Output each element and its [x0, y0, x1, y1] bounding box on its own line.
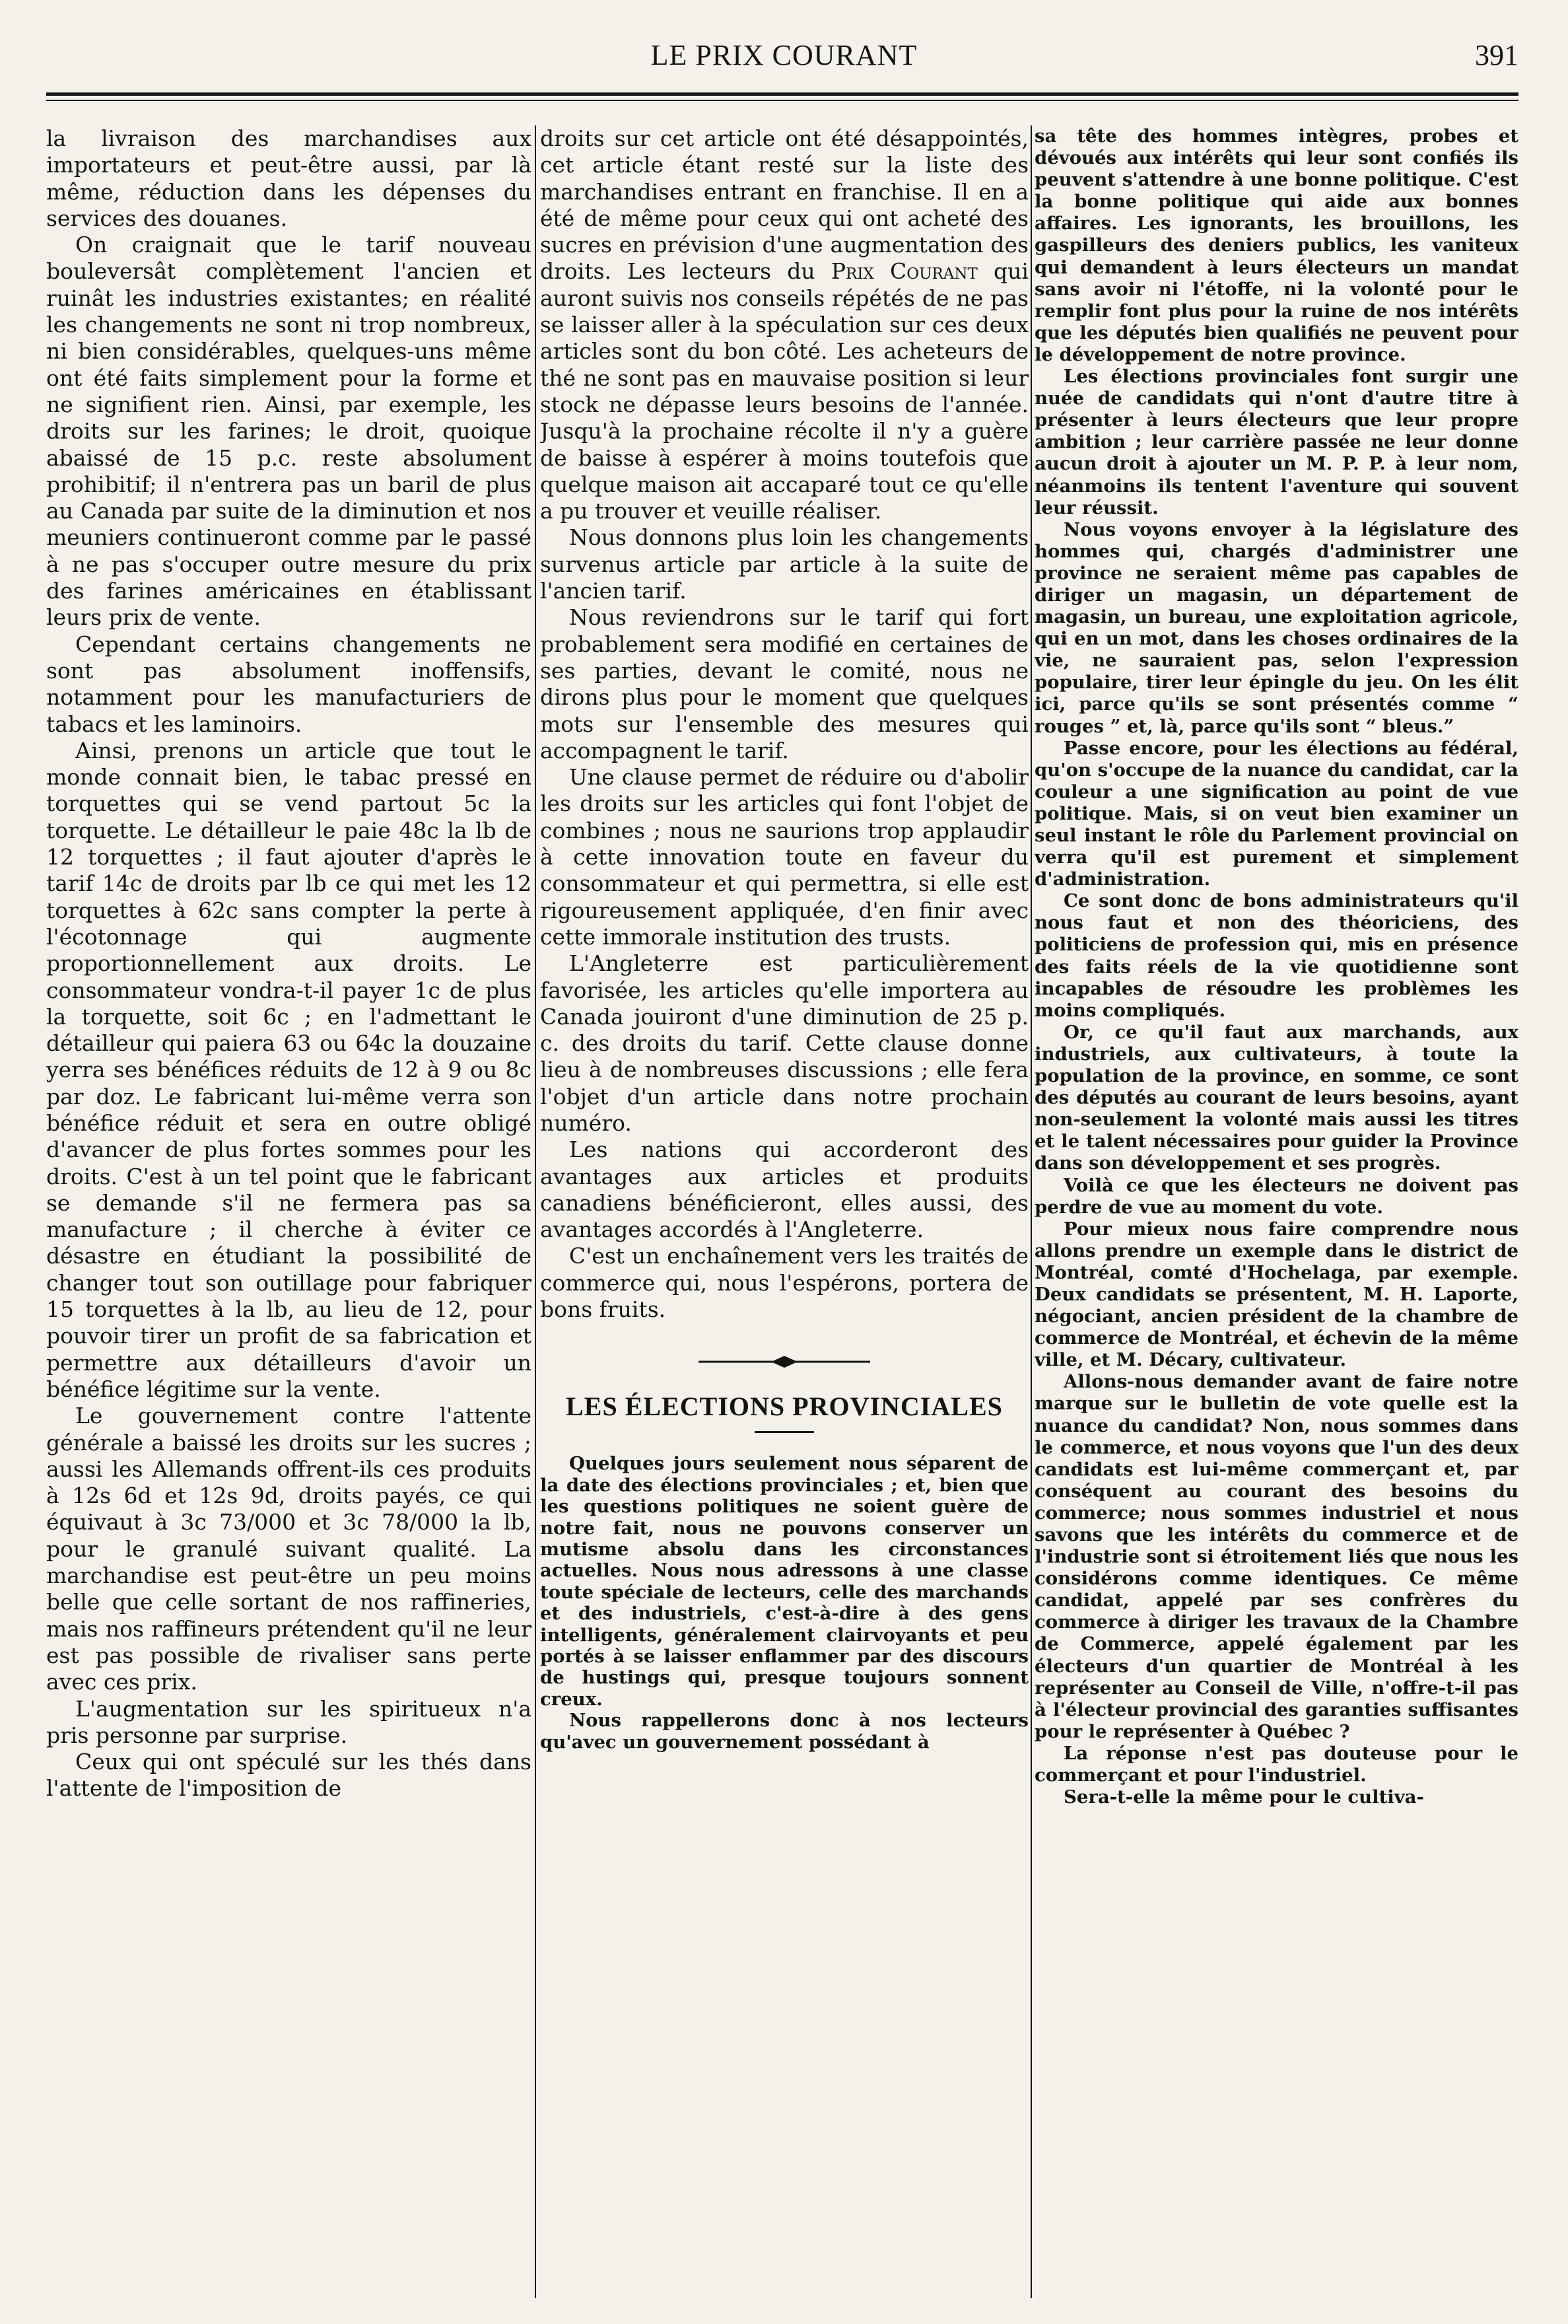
column-divider-2: [1031, 125, 1032, 2298]
page-header: [0, 0, 1568, 86]
paragraph: la livraison des marchandises aux importateurs et peut-être aussi, par là même, réduction dans les dépenses du services des douanes.: [46, 125, 531, 231]
paragraph: Cependant certains changements ne sont pas absolument inoffensifs, notamment pour les manufacturiers de tabacs et les laminoirs.: [46, 631, 531, 737]
paragraph: Les nations qui accorderont des avantages aux articles et produits canadiens bénéficieront, elles aussi, des avantages accordés à l'Angleterre.: [540, 1137, 1029, 1243]
paragraph: Ainsi, prenons un article que tout le monde connait bien, le tabac pressé en torquettes qui se vend partout 5c la torquette. Le détailleur le paie 48c la lb de 12 torquettes ; il faut ajouter d'après le tarif 14c de droits par lb ce qui met les 12 torquettes à 62c sans compter la perte à l'écotonnage qui augmente proportionnellement aux droits. Le consommateur vondra-t-il payer 1c de plus la torquette, soit 6c ; en l'admettant le détailleur qui paiera 63 ou 64c la douzaine yerra ses bénéfices réduits de 12 à 9 ou 8c par doz. Le fabricant lui-même verra son bénéfice réduit et sera en outre obligé d'avancer de plus fortes sommes pour les droits. C'est à un tel point que le fabricant se demande s'il ne fermera pas sa manufacture ; il cherche à éviter ce désastre en étudiant la possibilité de changer tout son outillage pour fabriquer 15 torquettes à la lb, au lieu de 12, pour pouvoir tirer un profit de sa fabrication et permettre aux détailleurs d'avoir un bénéfice légitime sur la vente.: [46, 737, 531, 1402]
heading-rule: [755, 1431, 814, 1433]
paragraph: L'Angleterre est particulièrement favorisée, les articles qu'elle importera au Canada jouiront d'une diminution de 25 p. c. des droits du tarif. Cette clause donne lieu à de nombreuses discussions ; elle fera l'objet d'un article dans notre prochain numéro.: [540, 950, 1029, 1136]
paragraph: Le gouvernement contre l'attente générale a baissé les droits sur les sucres ; aussi les Allemands offrent-ils ces produits à 12s 6d et 12s 9d, droits payés, ce qui équivaut à 3c 73/000 et 3c 78/000 la lb, pour le granulé suivant qualité. La marchandise est peut-être un peu moins belle que celle sortant de nos raffineries, mais nos raffineurs prétendent qu'il ne leur est pas possible de rivaliser sans perte avec ces prix.: [46, 1403, 531, 1695]
column-3: [1035, 125, 1518, 2298]
paragraph: Quelques jours seulement nous séparent de la date des élections provinciales ; et, bien que les questions politiques ne soient guère de notre fait, nous ne pouvons conserver un mutisme absolu dans les circonstances actuelles. Nous nous adressons à une classe toute spéciale de lecteurs, celle des marchands et des industriels, c'est-à-dire à des gens intelligents, généralement clairvoyants et peu portés à se laisser enflammer par des discours de hustings qui, presque toujours sonnent creux.: [540, 1453, 1029, 1710]
paragraph: Une clause permet de réduire ou d'abolir les droits sur les articles qui font l'objet de combines ; nous ne saurions trop applaudir à cette innovation toute en faveur du consommateur et qui permettra, si elle est rigoureusement appliquée, d'en finir avec cette immorale institution des trusts.: [540, 764, 1029, 950]
paragraph: Ceux qui ont spéculé sur les thés dans l'attente de l'imposition de: [46, 1749, 531, 1802]
paragraph: Ce sont donc de bons administrateurs qu'il nous faut et non des théoriciens, des politiciens de profession qui, mis en présence des faits réels de la vie quotidienne sont incapables de résoudre les problèmes les moins compliqués.: [1035, 890, 1518, 1021]
paragraph: Allons-nous demander avant de faire notre marque sur le bulletin de vote quelle est la nuance du candidat? Non, nous sommes dans le commerce, et nous voyons que l'un des deux candidats est lui-même commerçant et, par conséquent au courant des besoins du commerce; nous sommes industriel et nous savons que les intérêts du commerce et de l'industrie sont si étroitement liés que nous les considérons comme identiques. Ce même candidat, appelé par ses confrères du commerce à diriger les travaux de la Chambre de Commerce, appelé également par les électeurs d'un quartier de Montréal à les représenter au Conseil de Ville, n'offre-t-il pas à l'électeur provincial des garanties suffisantes pour le représenter à Québec ?: [1035, 1371, 1518, 1742]
paragraph: Nous rappellerons donc à nos lecteurs qu'avec un gouvernement possédant à: [540, 1710, 1029, 1753]
paragraph: Sera-t-elle la même pour le cultiva-: [1064, 1786, 1424, 1808]
paragraph: C'est un enchaînement vers les traités de commerce qui, nous l'espérons, portera de bons fruits.: [540, 1243, 1029, 1323]
paragraph: sa tête des hommes intègres, probes et dévoués aux intérêts qui leur sont confiés ils peuvent s'attendre à une bonne politique. C'est la bonne politique qui aide aux bonnes affaires. Les ignorants, les brouillons, les gaspilleurs des deniers publics, les vaniteux qui demandent à leurs électeurs un mandat sans avoir ni l'étoffe, ni la volonté pour le remplir font plus pour la ruine de nos intérêts que les députés bien qualifiés ne peuvent pour le développement de notre province.: [1035, 125, 1518, 365]
section-ornament: [685, 1352, 883, 1372]
paragraph: L'augmentation sur les spiritueux n'a pris personne par surprise.: [46, 1695, 531, 1748]
paragraph: Voilà ce que les électeurs ne doivent pas perdre de vue au moment du vote.: [1035, 1174, 1518, 1218]
paragraph: Nous voyons envoyer à la législature des hommes qui, chargés d'administrer une province ne seraient même pas capables de diriger un magasin, un département de magasin, un bureau, une exploitation agricole, qui en un mot, dans les choses ordinaires de la vie, ne sauraient pas, selon l'expression populaire, tirer leur épingle du jeu. On les élit ici, parce qu'ils se sont présentés comme “ rouges ” et, là, parce qu'ils sont “ bleus.”: [1035, 518, 1518, 737]
section-heading: LES ÉLECTIONS PROVINCIALES: [566, 1391, 1003, 1422]
paragraph-text: qui auront suivis nos conseils répétés de ne pas se laisser aller à la spéculation sur ces deux articles sont du bon côté. Les acheteurs de thé ne sont pas en mauvaise position si leur stock ne dépasse leurs besoins de l'année. Jusqu'à la prochaine récolte il n'y a guère de baisse à espérer à moins toutefois que quelque maison ait accaparé tout ce qu'elle a pu trouver et veuille réaliser.: [540, 258, 1029, 524]
header-rule-thin: [46, 100, 1518, 101]
paragraph: On craignait que le tarif nouveau bouleversât complètement l'ancien et ruinât les industries existantes; en réalité les changements ne sont ni trop nombreux, ni bien considérables, quelques-uns même ont été faits simplement pour la forme et ne signifient rien. Ainsi, par exemple, les droits sur les farines; le droit, quoique abaissé de 15 p.c. reste absolument prohibitif; il n'entrera pas un baril de plus au Canada par suite de la diminution et nos meuniers continueront comme par le passé à ne pas s'occuper outre mesure du prix des farines américaines en établissant leurs prix de vente.: [46, 232, 531, 631]
paragraph: Nous donnons plus loin les changements survenus article par article à la suite de l'ancien tarif.: [540, 524, 1029, 604]
header-rule-thick: [46, 92, 1518, 96]
paragraph: Les élections provinciales font surgir une nuée de candidats qui n'ont d'autre titre à présenter à leurs électeurs que leur propre ambition ; leur carrière passée ne leur donne aucun droit à ajouter un M. P. P. à leur nom, néanmoins ils tentent l'aventure qui souvent leur réussit.: [1035, 366, 1518, 518]
publication-name: Prix Courant: [831, 258, 978, 285]
column-1: [46, 125, 531, 2298]
paragraph: Pour mieux nous faire comprendre nous allons prendre un exemple dans le district de Montréal, comté d'Hochelaga, par exemple. Deux candidats se présentent, M. H. Laporte, négociant, ancien président de la chambre de commerce de Montréal, et échevin de la même ville, et M. Décary, cultivateur.: [1035, 1218, 1518, 1371]
paragraph-text: droits sur cet article ont été désappointés, cet article étant resté sur la liste des marchandises entrant en franchise. Il en a été de même pour ceux qui ont acheté des sucres en prévision d'une augmentation des droits. Les lecteurs du: [540, 125, 1029, 285]
paragraph: Or, ce qu'il faut aux marchands, aux industriels, aux cultivateurs, à toute la population de la province, en somme, ce sont des députés au courant de leurs besoins, ayant non-seulement la volonté mais aussi les titres et le talent nécessaires pour guider la Province dans son développement et ses progrès.: [1035, 1021, 1518, 1174]
column-divider-1: [535, 125, 536, 2298]
column-2: [540, 125, 1029, 2298]
paragraph: Nous reviendrons sur le tarif qui fort probablement sera modifié en certaines de ses parties, devant le comité, nous ne dirons plus pour le moment que quelques mots sur l'ensemble des mesures qui accompagnent le tarif.: [540, 604, 1029, 763]
paragraph: La réponse n'est pas douteuse pour le commerçant et pour l'industriel.: [1035, 1742, 1518, 1786]
paragraph: [540, 125, 1029, 524]
paragraph: Passe encore, pour les élections au fédéral, qu'on s'occupe de la nuance du candidat, car la couleur a une signification au point de vue politique. Mais, si on veut bien examiner un seul instant le rôle du Parlement provincial on verra qu'il est purement et simplement d'administration.: [1035, 737, 1518, 890]
page-number: 391: [1475, 39, 1518, 71]
running-title: LE PRIX COURANT: [650, 39, 918, 71]
